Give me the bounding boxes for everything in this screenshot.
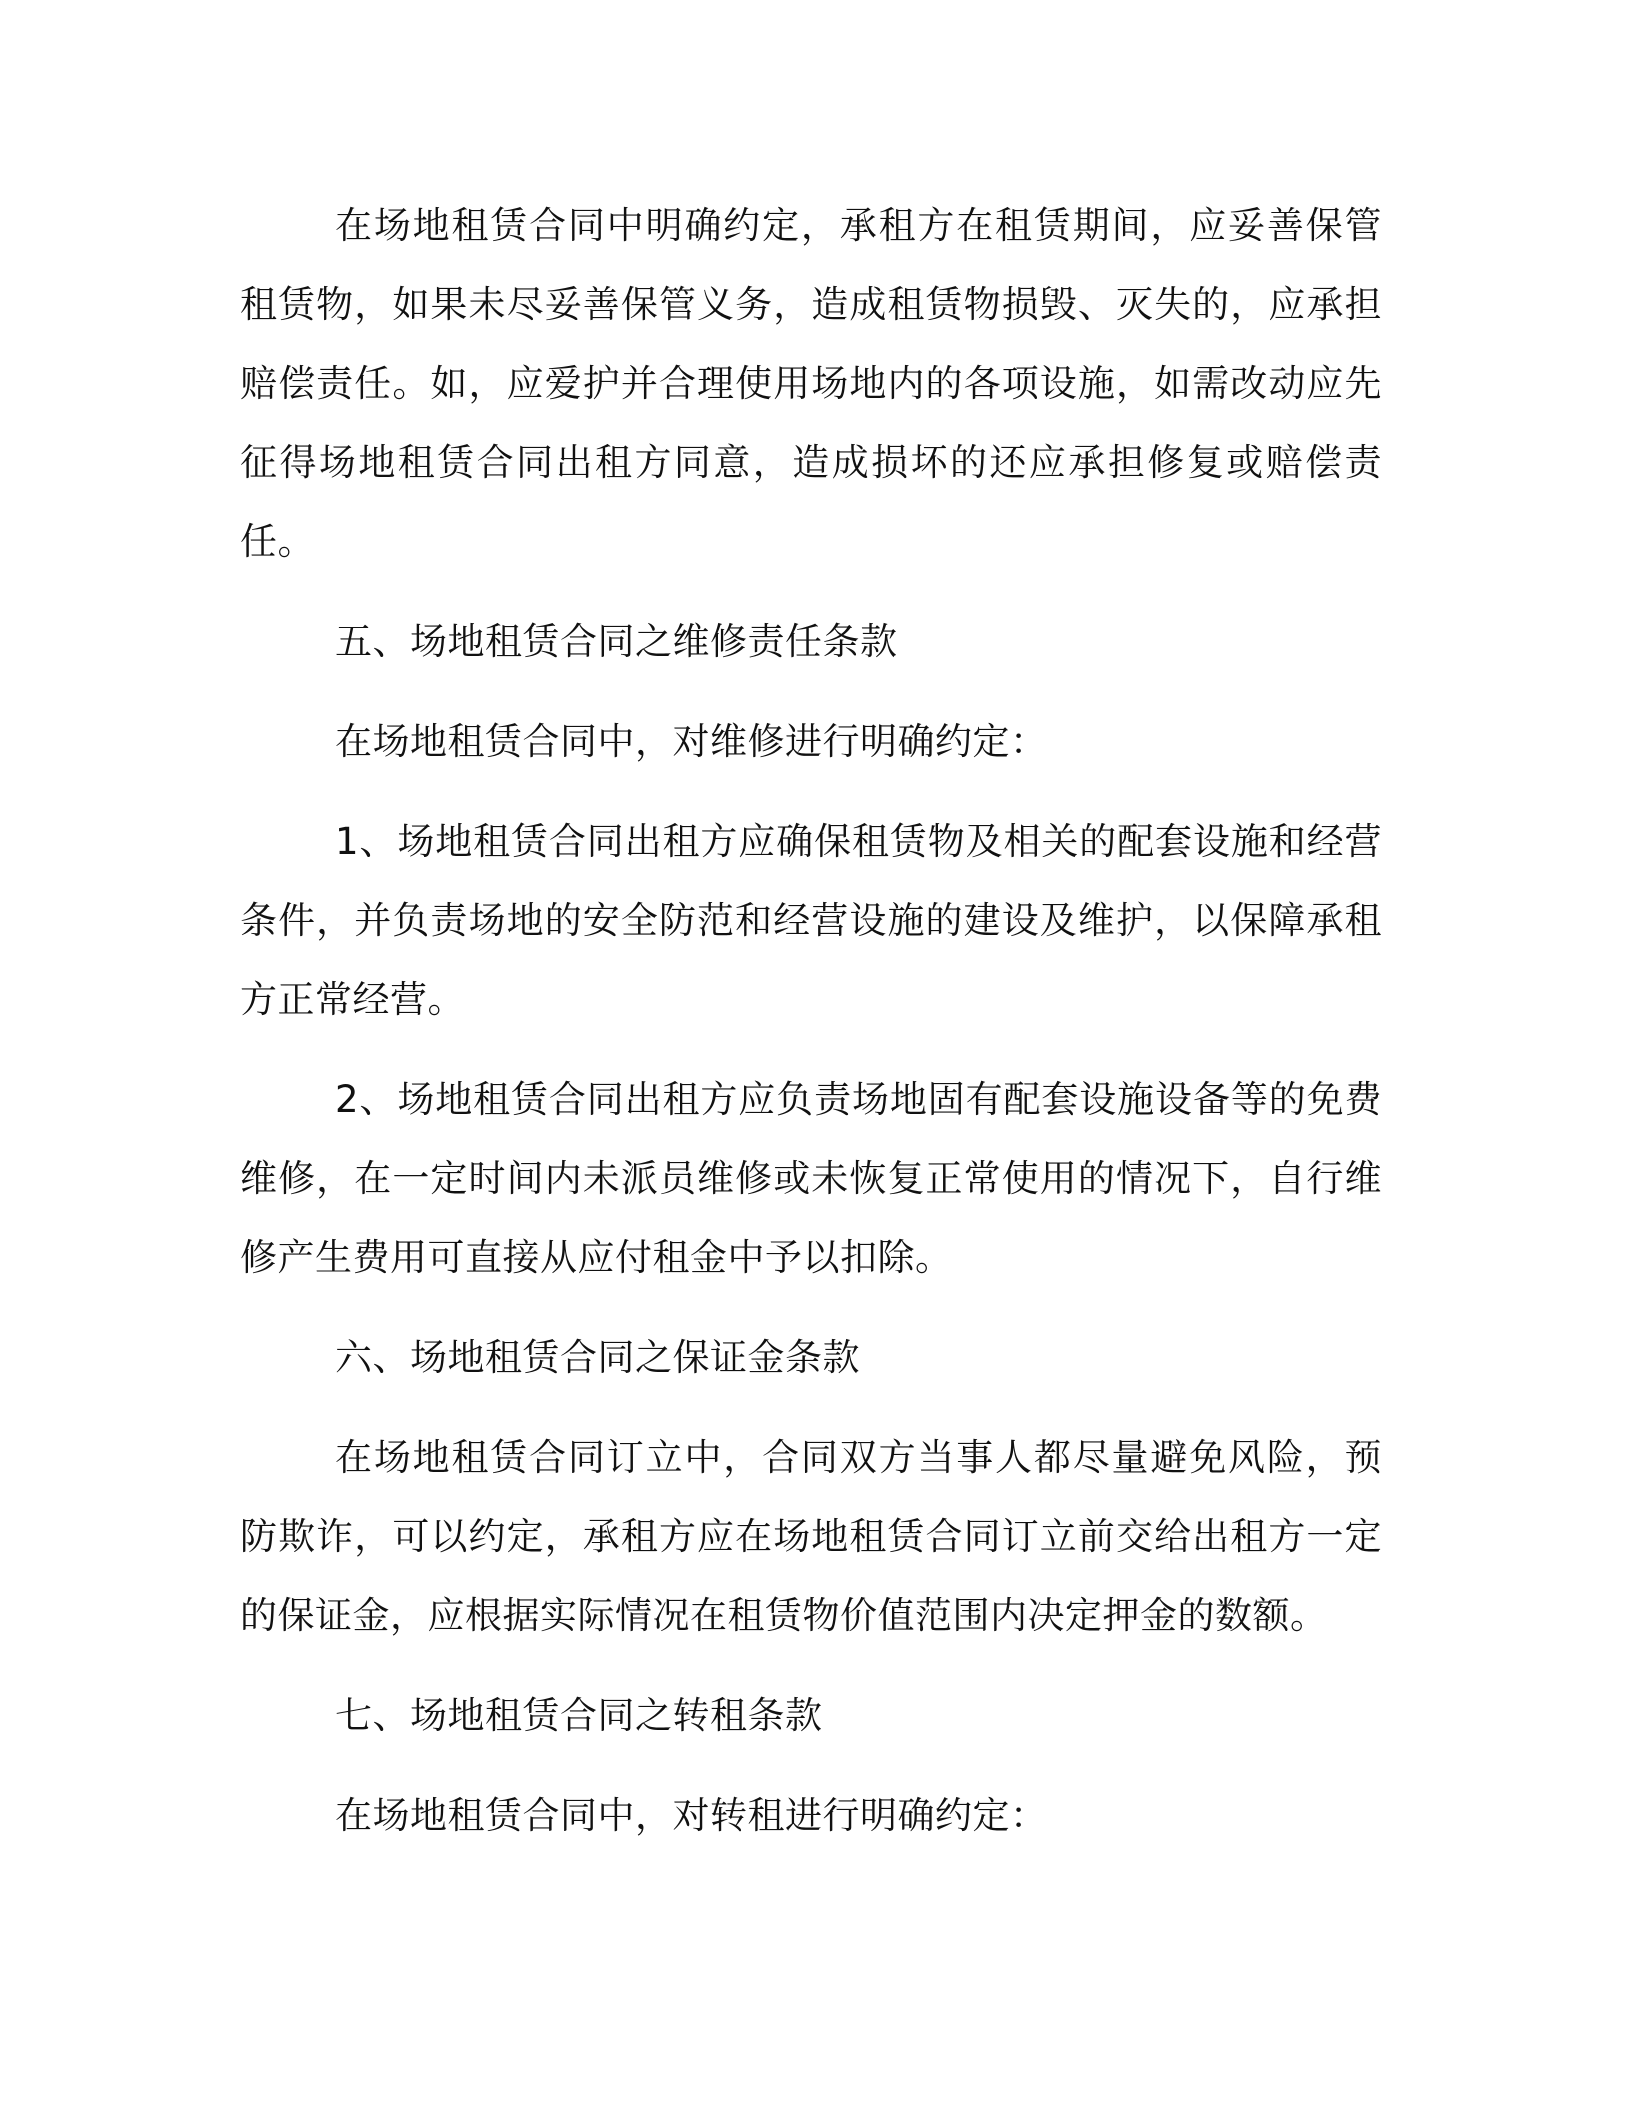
spacer: [240, 1655, 1382, 1676]
spacer: [240, 1397, 1382, 1418]
spacer: [240, 1039, 1382, 1060]
paragraph-maintenance-item-2: 2、场地租赁合同出租方应负责场地固有配套设施设备等的免费维修，在一定时间内未派员维修或未恢复正常使用的情况下，自行维修产生费用可直接从应付租金中予以扣除。: [240, 1078, 1382, 1279]
paragraph-maintenance-intro: 在场地租赁合同中，对维修进行明确约定：: [335, 720, 1048, 763]
spacer: [240, 581, 1382, 602]
paragraph-sublease-intro: 在场地租赁合同中，对转租进行明确约定：: [335, 1794, 1048, 1837]
section-heading-sublease: 七、场地租赁合同之转租条款: [335, 1694, 823, 1737]
paragraph-deposit: 在场地租赁合同订立中，合同双方当事人都尽量避免风险，预防欺诈，可以约定，承租方应在场地租赁合同订立前交给出租方一定的保证金，应根据实际情况在租赁物价值范围内决定押金的数额。: [240, 1436, 1382, 1637]
spacer: [240, 1297, 1382, 1318]
section-heading-maintenance: 五、场地租赁合同之维修责任条款: [335, 620, 898, 663]
spacer: [240, 1755, 1382, 1776]
spacer: [240, 781, 1382, 802]
section-heading-deposit: 六、场地租赁合同之保证金条款: [335, 1336, 860, 1379]
document-body: [240, 186, 1382, 1855]
paragraph-maintenance-item-1: 1、场地租赁合同出租方应确保租赁物及相关的配套设施和经营条件，并负责场地的安全防范和经营设施的建设及维护，以保障承租方正常经营。: [240, 820, 1382, 1021]
paragraph-storage-responsibility: 在场地租赁合同中明确约定，承租方在租赁期间，应妥善保管租赁物，如果未尽妥善保管义务，造成租赁物损毁、灭失的，应承担赔偿责任。如，应爱护并合理使用场地内的各项设施，如需改动应先征得场地租赁合同出租方同意，造成损坏的还应承担修复或赔偿责任。: [240, 204, 1382, 563]
spacer: [240, 681, 1382, 702]
